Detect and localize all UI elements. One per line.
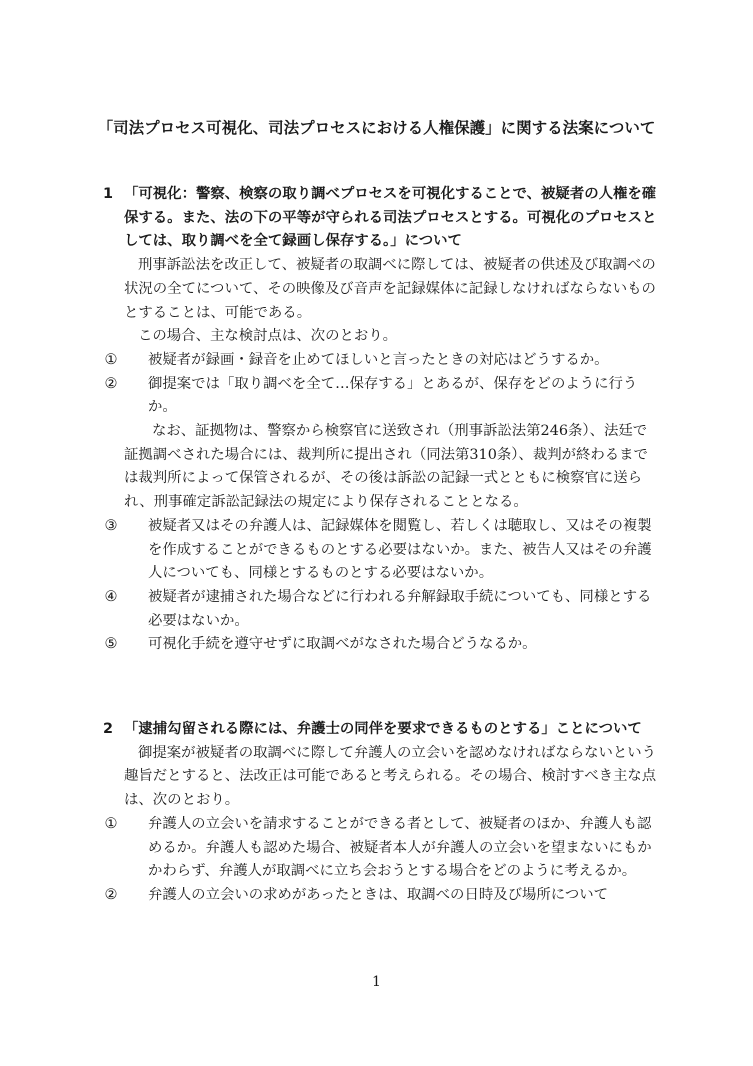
section-heading-text: 「可視化：警察、検察の取り調べプロセスを可視化することで、被疑者の人権を確保する。また、法の下の平等が守られる司法プロセスとする。可視化のプロセスとしては、取り調べを全て録画し保存する。」について: [124, 186, 657, 250]
section-heading: [99, 718, 659, 742]
paragraph: 刑事訴訟法を改正して、被疑者の取調べに際しては、被疑者の供述及び取調べの状況の全てについて、その映像及び音声を記録媒体に記録しなければならないものとすることは、可能である。: [124, 257, 656, 321]
item-text: 弁護人の立会いを請求することができる者として、被疑者のほか、弁護人も認めるか。弁護人も認めた場合、被疑者本人が弁護人の立会いを望まないにもかかわらず、弁護人が取調べに立ち会おうとする場合をどのように考えるか。: [148, 815, 652, 880]
section-number: 2: [103, 721, 114, 737]
item-text: 被疑者が録画・録音を止めてほしいと言ったときの対応はどうするか。: [148, 351, 609, 368]
section-heading-text: 「逮捕勾留される際には、弁護士の同伴を要求できるものとする」ことについて: [124, 721, 642, 737]
item-marker: ②: [104, 375, 118, 392]
item-text: 被疑者が逮捕された場合などに行われる弁解録取手続についても、同様とする必要はないか。: [148, 588, 652, 629]
note-paragraph: なお、証拠物は、警察から検察官に送致され（刑事訴訟法第246条）、法廷で証拠調べされた場合には、裁判所に提出され（同法第310条）、裁判が終わるまでは裁判所によって保管されるが、その後は訴訟の記録一式とともに検察官に送られ、刑事確定訴訟記録法の規定により保存されることとなる。: [124, 423, 648, 511]
list-item: [99, 884, 659, 908]
paragraph: この場合、主な検討点は、次のとおり。: [138, 328, 398, 345]
item-marker: ③: [104, 517, 118, 534]
paragraph: 御提案が被疑者の取調べに際して弁護人の立会いを認めなければならないという趣旨だとすると、法改正は可能であると考えられる。その場合、検討すべき主な点は、次のとおり。: [124, 744, 657, 809]
list-item: [99, 373, 659, 420]
section-2: [99, 718, 659, 908]
item-marker: ④: [104, 588, 118, 605]
item-marker: ①: [104, 815, 118, 832]
list-item: [99, 586, 659, 633]
list-item: [99, 633, 659, 657]
section-heading: [99, 183, 659, 254]
list-item: [99, 349, 659, 373]
document-title: 「司法プロセス可視化、司法プロセスにおける人権保護」に関する法案について: [97, 119, 656, 137]
item-text: 被疑者又はその弁護人は、記録媒体を閲覧し、若しくは聴取し、又はその複製を作成することができるものとする必要はないか。また、被告人又はその弁護人についても、同様とするものとする必要はないか。: [148, 517, 652, 582]
section-number: 1: [103, 186, 114, 202]
item-marker: ②: [104, 886, 118, 903]
item-marker: ⑤: [104, 636, 118, 653]
item-text: 御提案では「取り調べを全て…保存する」とあるが、保存をどのように行うか。: [148, 375, 638, 416]
section-1: [99, 183, 659, 657]
item-marker: ①: [104, 351, 118, 368]
item-text: 可視化手続を遵守せずに取調べがなされた場合どうなるか。: [148, 636, 537, 653]
page-number: 1: [372, 974, 381, 990]
item-text: 弁護人の立会いの求めがあったときは、取調べの日時及び場所について: [148, 886, 609, 903]
list-item: [99, 813, 659, 884]
list-item: [99, 515, 659, 586]
